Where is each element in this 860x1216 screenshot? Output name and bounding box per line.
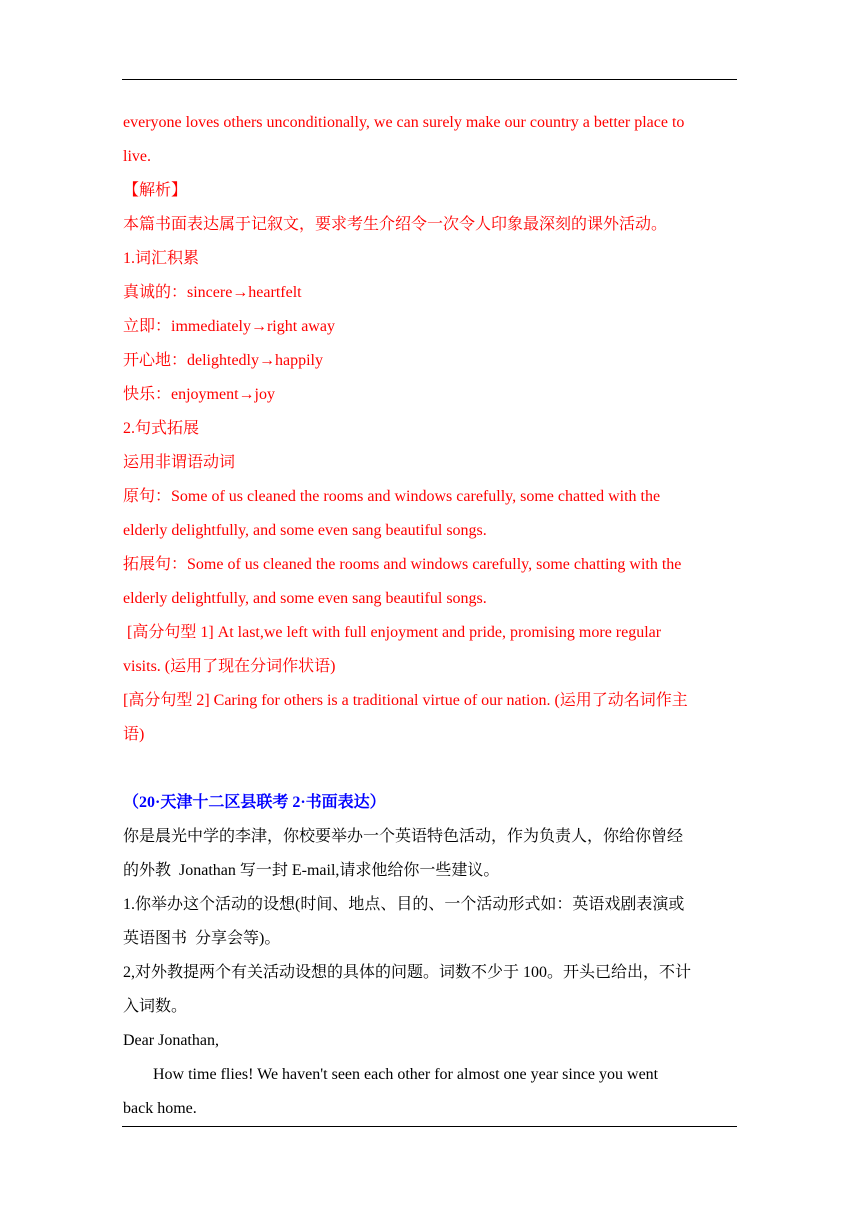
letter-body: back home. <box>123 1100 197 1117</box>
section-spacer <box>123 752 741 786</box>
vocab-title: 1.词汇积累 <box>123 250 200 267</box>
original-sentence: 原句：Some of us cleaned the rooms and windows carefully, some chatted with the <box>123 488 661 505</box>
analysis-intro: 本篇书面表达属于记叙文，要求考生介绍令一次令人印象最深刻的课外活动。 <box>123 216 668 233</box>
question-line: 英语图书 分享会等)。 <box>123 930 281 947</box>
letter-salutation: Dear Jonathan, <box>123 1032 219 1049</box>
answer-line: everyone loves others unconditionally, we can surely make our country a better place to <box>123 114 685 131</box>
question-line: 1.你举办这个活动的设想(时间、地点、目的、一个活动形式如：英语戏剧表演或 <box>123 896 685 913</box>
question-source: （20·天津十二区县联考 2·书面表达） <box>123 794 386 811</box>
vocab-item: 开心地：delightedly→happily <box>123 352 323 369</box>
header-rule <box>122 79 737 80</box>
vocab-item: 立即：immediately→right away <box>123 318 335 335</box>
sentence-title: 2.句式拓展 <box>123 420 200 437</box>
expanded-sentence: elderly delightfully, and some even sang beautiful songs. <box>123 590 487 607</box>
letter-body: How time flies! We haven't seen each other for almost one year since you went <box>153 1066 659 1083</box>
high-score-pattern-2: [高分句型 2] Caring for others is a traditional virtue of our nation. (运用了动名词作主 <box>123 692 688 709</box>
footer-rule <box>122 1126 737 1127</box>
high-score-pattern-1: [高分句型 1] At last,we left with full enjoyment and pride, promising more regular <box>123 624 662 641</box>
question-line: 入词数。 <box>123 998 188 1015</box>
sentence-subtitle: 运用非谓语动词 <box>123 454 236 471</box>
original-sentence: elderly delightfully, and some even sang beautiful songs. <box>123 522 487 539</box>
question-line: 2,对外教提两个有关活动设想的具体的问题。词数不少于 100。开头已给出，不计 <box>123 964 692 981</box>
vocab-item: 真诚的：sincere→heartfelt <box>123 284 302 301</box>
question-line: 你是晨光中学的李津，你校要举办一个英语特色活动，作为负责人，你给你曾经 <box>123 828 684 845</box>
document-body <box>123 106 741 1126</box>
vocab-item: 快乐：enjoyment→joy <box>123 386 275 403</box>
expanded-sentence: 拓展句：Some of us cleaned the rooms and windows carefully, some chatting with the <box>123 556 682 573</box>
answer-line: live. <box>123 148 151 165</box>
high-score-pattern-1: visits. (运用了现在分词作状语) <box>123 658 336 675</box>
analysis-heading: 【解析】 <box>123 182 188 199</box>
question-line: 的外教 Jonathan 写一封 E-mail,请求他给你一些建议。 <box>123 862 500 879</box>
high-score-pattern-2: 语) <box>123 726 145 743</box>
